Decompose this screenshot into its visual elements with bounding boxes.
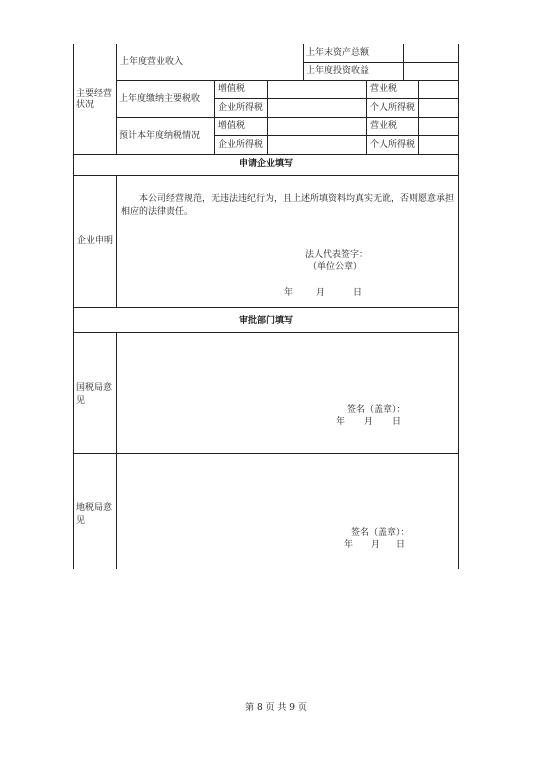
- estimated-business-tax-label: 营业税: [370, 121, 398, 131]
- paid-personal-tax-label: 个人所得税: [370, 103, 416, 113]
- paid-tax-mid-line: [214, 98, 458, 99]
- estimated-tax-mid-line: [214, 135, 458, 136]
- paid-corporate-tax-label: 企业所得税: [218, 103, 264, 113]
- declaration-year: 年: [284, 288, 294, 298]
- business-status-label: 主要经营状况: [76, 89, 113, 110]
- declaration-statement: 本公司经营规范，无违法违纪行为，且上述所填资料均真实无讹，否则愿意承担相应的法律责任。: [121, 194, 455, 217]
- local-tax-opinion-label: 地税局意见: [76, 503, 113, 526]
- national-tax-month: 月: [364, 417, 374, 427]
- assets-row-line: [303, 62, 458, 63]
- declaration-label: 企业申明: [77, 236, 114, 246]
- approval-header-bottom: [73, 332, 459, 333]
- label-column-divider: [116, 44, 117, 154]
- national-tax-year: 年: [336, 417, 346, 427]
- declaration-month: 月: [316, 288, 326, 298]
- last-year-revenue-label: 上年度营业收入: [120, 57, 184, 67]
- total-assets-label: 上年末资产总额: [306, 48, 370, 58]
- paid-main-taxes-label: 上年度缴纳主要税收: [119, 94, 201, 104]
- legal-rep-signature: 法人代表签字：: [305, 250, 369, 260]
- revenue-row-bottom: [116, 80, 458, 81]
- estimated-corporate-tax-label: 企业所得税: [218, 140, 264, 150]
- national-tax-opinion-label: 国税局意见: [76, 383, 113, 406]
- declaration-bottom: [73, 307, 459, 308]
- applicant-header: 申请企业填写: [238, 159, 293, 169]
- national-tax-sign-seal: 签名（盖章）：: [347, 405, 406, 415]
- declaration-day: 日: [353, 288, 363, 298]
- applicant-header-bottom: [73, 175, 459, 176]
- local-tax-year: 年: [344, 540, 354, 550]
- estimated-personal-tax-label: 个人所得税: [370, 140, 416, 150]
- approval-label-divider: [116, 332, 117, 569]
- estimated-vat-label: 增值税: [218, 121, 246, 131]
- national-tax-bottom: [73, 453, 459, 454]
- business-section-bottom: [73, 154, 459, 155]
- investment-income-label: 上年度投资收益: [306, 66, 370, 76]
- paid-business-tax-label: 营业税: [370, 84, 398, 94]
- declaration-label-divider: [116, 175, 117, 307]
- approval-header: 审批部门填写: [238, 316, 293, 326]
- page-number: 第 8 页 共 9 页: [245, 703, 307, 713]
- national-tax-day: 日: [392, 417, 402, 427]
- local-tax-day: 日: [396, 540, 406, 550]
- estimated-taxes-label: 预计本年度纳税情况: [119, 131, 201, 141]
- company-seal: （单位公章）: [308, 262, 363, 272]
- local-tax-sign-seal: 签名（盖章）：: [351, 528, 410, 538]
- local-tax-month: 月: [371, 540, 381, 550]
- paid-tax-bottom: [116, 117, 458, 118]
- paid-vat-label: 增值税: [218, 84, 246, 94]
